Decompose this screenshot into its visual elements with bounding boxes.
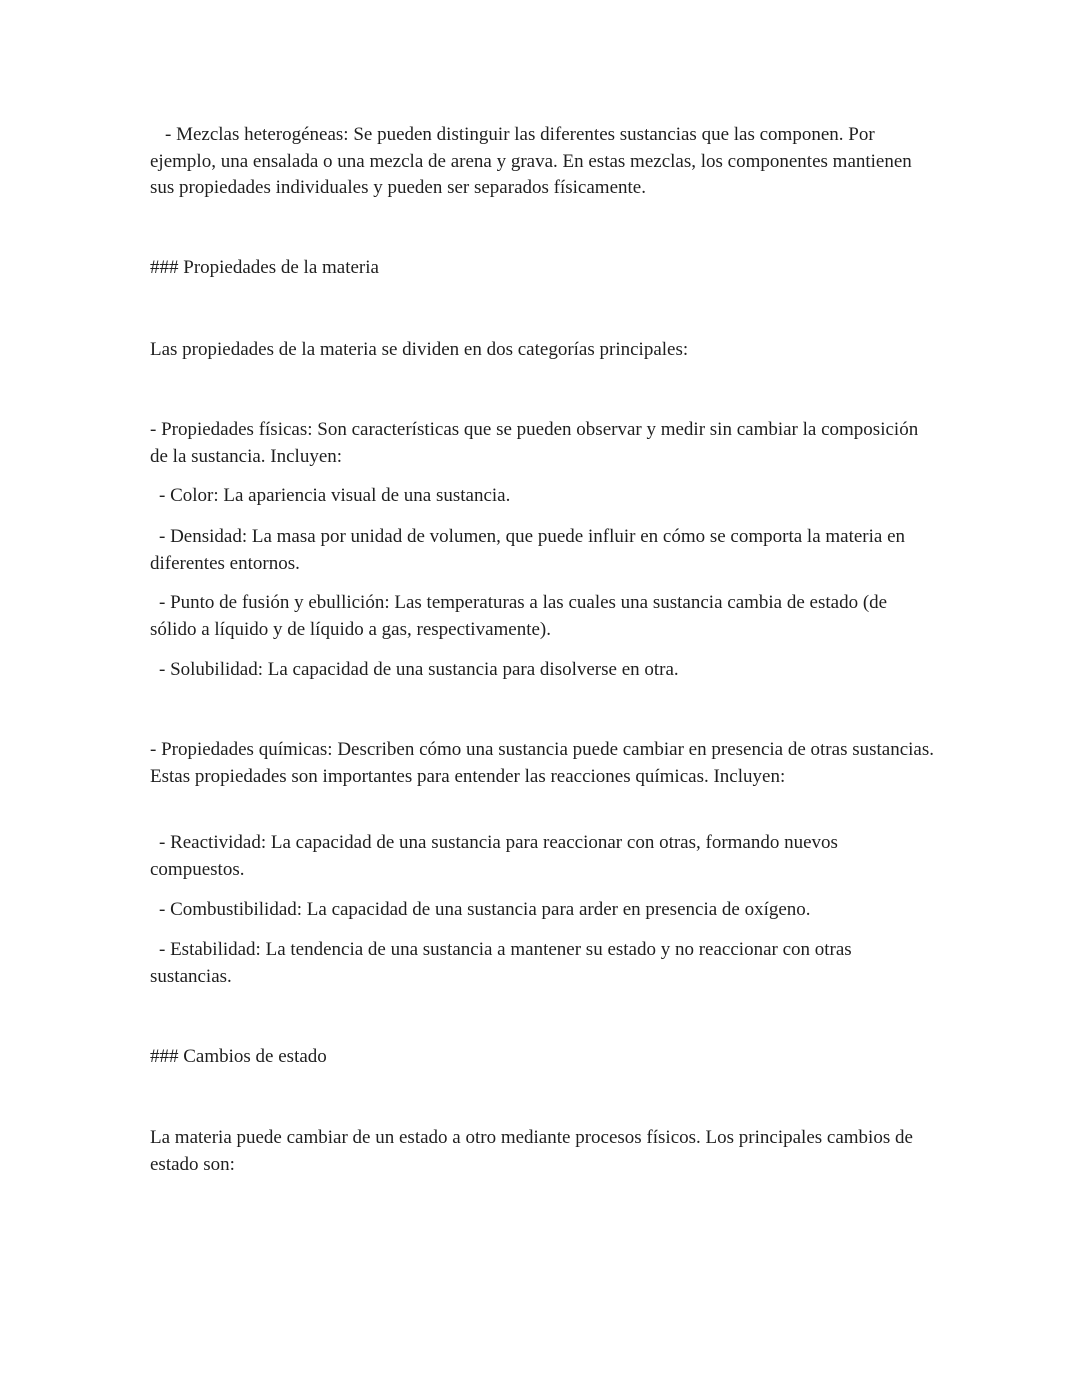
paragraph-propiedades-intro: Las propiedades de la materia se dividen en dos categorías principales:: [150, 339, 689, 360]
paragraph-cambios-intro: La materia puede cambiar de un estado a otro mediante procesos físicos. Los principales cambios de estado son:: [150, 1127, 913, 1175]
list-item-combustibilidad: - Combustibilidad: La capacidad de una sustancia para arder en presencia de oxígeno.: [159, 899, 811, 920]
heading-propiedades-materia: ### Propiedades de la materia: [150, 257, 379, 278]
list-item-color: - Color: La apariencia visual de una sustancia.: [159, 485, 511, 506]
list-item-solubilidad: - Solubilidad: La capacidad de una sustancia para disolverse en otra.: [159, 659, 679, 680]
heading-cambios-estado: ### Cambios de estado: [150, 1046, 327, 1067]
list-item-estabilidad: - Estabilidad: La tendencia de una sustancia a mantener su estado y no reaccionar con otras sustancias.: [150, 939, 852, 987]
list-item-punto-fusion: - Punto de fusión y ebullición: Las temperaturas a las cuales una sustancia cambia de estado (de sólido a líquido y de líquido a gas, respectivamente).: [150, 592, 888, 640]
paragraph-mezclas-heterogeneas: - Mezclas heterogéneas: Se pueden distinguir las diferentes sustancias que las componen. Por ejemplo, una ensalada o una mezcla de arena y grava. En estas mezclas, los componentes mantienen sus propiedades individuales y pueden ser separados físicamente.: [150, 124, 912, 198]
paragraph-propiedades-quimicas: - Propiedades químicas: Describen cómo una sustancia puede cambiar en presencia de otras sustancias. Estas propiedades son importantes para entender las reacciones químicas. Incluyen:: [150, 739, 935, 787]
paragraph-propiedades-fisicas: - Propiedades físicas: Son características que se pueden observar y medir sin cambiar la composición de la sustancia. Incluyen:: [150, 419, 919, 467]
list-item-densidad: - Densidad: La masa por unidad de volumen, que puede influir en cómo se comporta la materia en diferentes entornos.: [150, 526, 906, 574]
list-item-reactividad: - Reactividad: La capacidad de una sustancia para reaccionar con otras, formando nuevos compuestos.: [150, 832, 838, 880]
